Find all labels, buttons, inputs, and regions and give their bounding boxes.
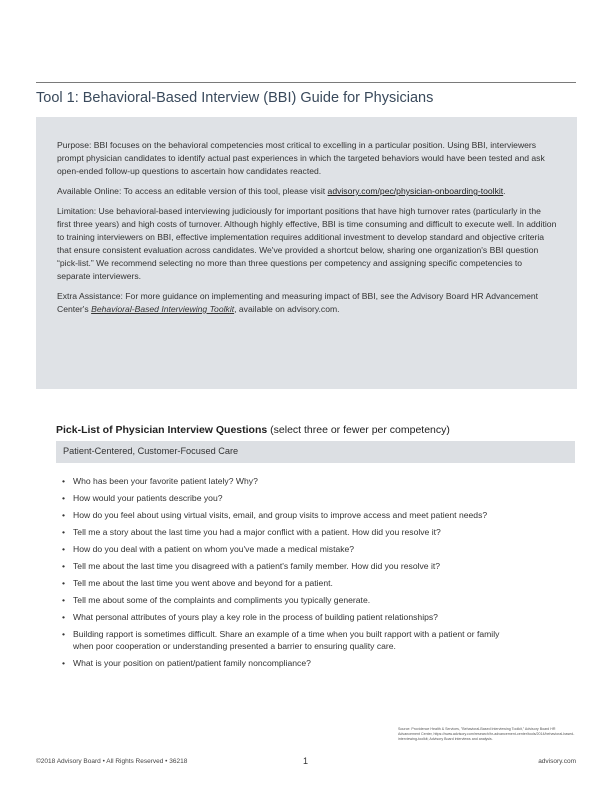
picklist-heading-bold: Pick-List of Physician Interview Questions (56, 424, 268, 436)
available-online-suffix: . (503, 186, 506, 196)
page-number: 1 (303, 756, 309, 766)
question-item: • Who has been your favorite patient lately? Why? (60, 475, 520, 487)
available-online-text: Available Online: To access an editable version of this tool, please visit (57, 186, 328, 196)
bbi-toolkit-link[interactable]: Behavioral-Based Interviewing Toolkit (91, 304, 235, 314)
limitation-paragraph: Limitation: Use behavioral-based interviewing judiciously for important positions that have high turnover rates (particularly in the first three years) and high costs of turnover. Although highly effective, BBI is time consuming and difficult to execute well. In addition to training interviewers on BBI, effective implementation requires additional investment to develop standard and objective criteria that ensure consistent evaluation across candidates. We've provided a shortcut below, sharing one organization's BBI question “pick-list.” We recommend selecting no more than three questions per competency and assigning specific competencies to separate interviewers. (57, 206, 557, 281)
available-online-paragraph (57, 185, 557, 198)
category-header: Patient-Centered, Customer-Focused Care (56, 441, 575, 463)
question-item: • How do you feel about using virtual visits, email, and group visits to improve access and meet patient needs? (60, 509, 520, 521)
extra-assistance-paragraph (57, 290, 557, 316)
info-box (36, 117, 577, 389)
footer-site[interactable]: advisory.com (538, 758, 576, 765)
extra-assistance-suffix: , available on advisory.com. (234, 304, 340, 314)
footer-copyright: ©2018 Advisory Board • All Rights Reserved • 36218 (36, 758, 188, 765)
picklist-heading-note: (select three or fewer per competency) (267, 424, 450, 436)
question-item: • Tell me about the last time you went above and beyond for a patient. (60, 577, 520, 589)
question-item: • How do you deal with a patient on whom you've made a medical mistake? (60, 543, 520, 555)
question-item: • Building rapport is sometimes difficult. Share an example of a time when you built rapport with a patient or family when poor cooperation or understanding presented a barrier to ensuring quality care. (60, 628, 520, 652)
top-rule (36, 82, 576, 83)
question-item: • Tell me about some of the complaints and compliments you typically generate. (60, 594, 520, 606)
extra-assistance-text: Extra Assistance: For more guidance on implementing and measuring impact of BBI, see the Advisory Board HR Advancement Center's (57, 291, 539, 314)
question-list (60, 475, 520, 674)
question-item: • How would your patients describe you? (60, 492, 520, 504)
purpose-paragraph: Purpose: BBI focuses on the behavioral competencies most critical to excelling in a particular position. Using BBI, interviewers prompt physician candidates to identify actual past experiences in which the targeted behaviors would have been tested and ask open-ended follow-up questions to ascertain how candidates reacted. (57, 140, 545, 176)
question-item: • What is your position on patient/patient family noncompliance? (60, 657, 520, 669)
picklist-heading (56, 424, 450, 436)
source-citation: Source: Providence Health & Services, "Behavioral-Based Interviewing Toolkit," Advisory Board HR Advancement Center, https://www.advisory.com/research/hr-advancement-center/tools/2014/behavioral-based-interviewing-toolkit; Advisory Board interviews and analysis. (398, 727, 575, 742)
toolkit-link[interactable]: advisory.com/pec/physician-onboarding-toolkit (327, 186, 504, 196)
question-item: • Tell me a story about the last time you had a major conflict with a patient. How did you resolve it? (60, 526, 520, 538)
question-item: • What personal attributes of yours play a key role in the process of building patient relationships? (60, 611, 520, 623)
page-title: Tool 1: Behavioral-Based Interview (BBI) Guide for Physicians (36, 90, 434, 106)
question-item: • Tell me about the last time you disagreed with a patient's family member. How did you resolve it? (60, 560, 520, 572)
